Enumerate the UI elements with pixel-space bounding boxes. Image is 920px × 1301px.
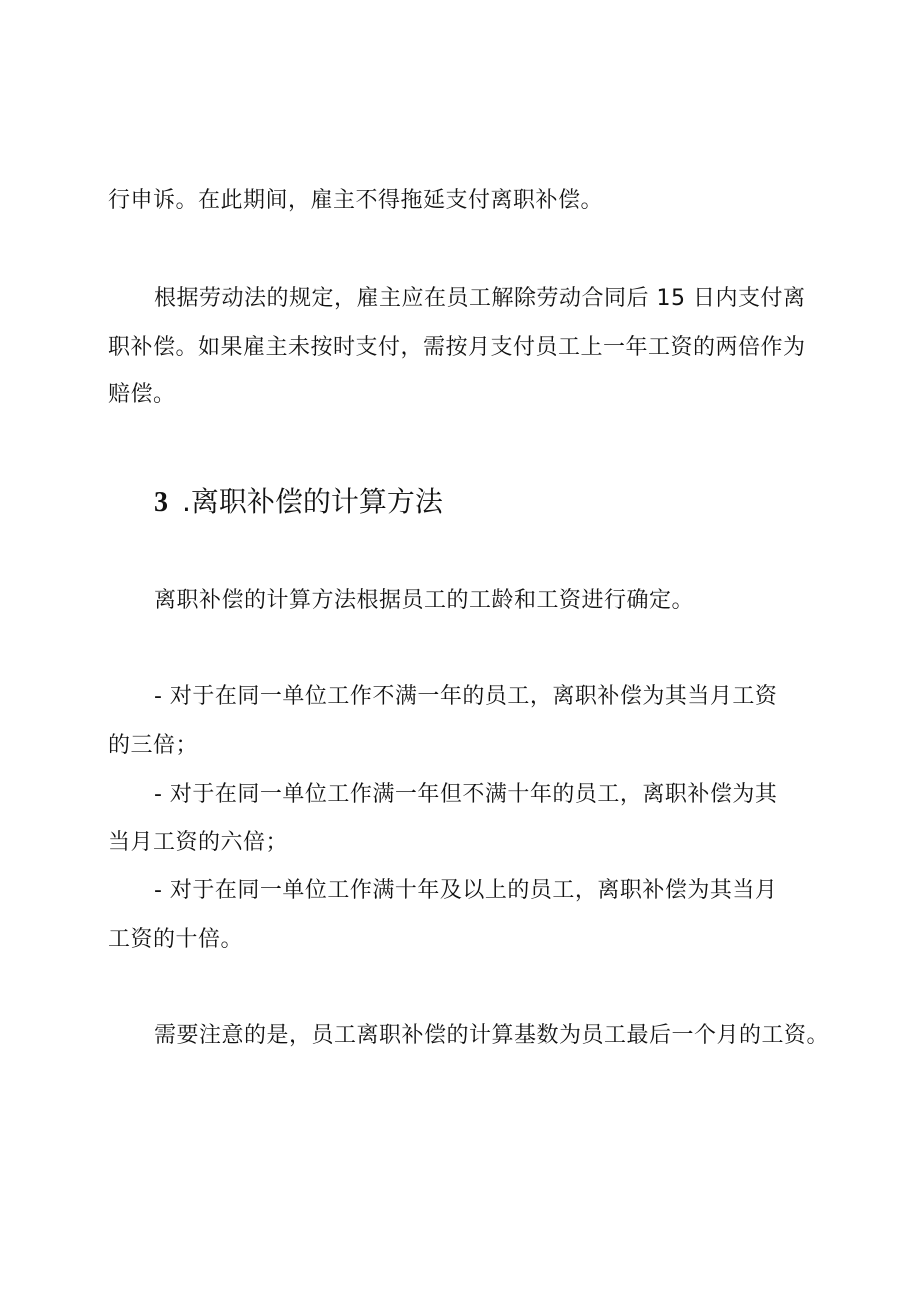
paragraph-intro-line-1: 离职补偿的计算方法根据员工的工龄和工资进行确定。 [154,588,695,613]
list-item-1-line-1: - 对于在同一单位工作不满一年的员工，离职补偿为其当月工资 [154,684,778,709]
list-item-1-line-2: 的三倍； [108,733,199,758]
paragraph-law-line-3: 赔偿。 [108,382,176,407]
list-item-3-line-2: 工资的十倍。 [108,927,244,952]
paragraph-note-line-1: 需要注意的是，员工离职补偿的计算基数为员工最后一个月的工资。 [154,1023,830,1048]
paragraph-law-line-2: 职补偿。如果雇主未按时支付，需按月支付员工上一年工资的两倍作为 [108,335,806,360]
paragraph-continuation-line-1: 行申诉。在此期间，雇主不得拖延支付离职补偿。 [108,188,604,213]
paragraph-law-line-1: 根据劳动法的规定，雇主应在员工解除劳动合同后 15 日内支付离 [154,286,806,311]
section-heading [154,484,443,521]
section-title: .离职补偿的计算方法 [182,485,443,518]
list-item-2-line-2: 当月工资的六倍； [108,830,289,855]
section-number: 3 [154,487,168,518]
list-item-2-line-1: - 对于在同一单位工作满一年但不满十年的员工，离职补偿为其 [154,782,778,807]
list-item-3-line-1: - 对于在同一单位工作满十年及以上的员工，离职补偿为其当月 [154,878,778,903]
